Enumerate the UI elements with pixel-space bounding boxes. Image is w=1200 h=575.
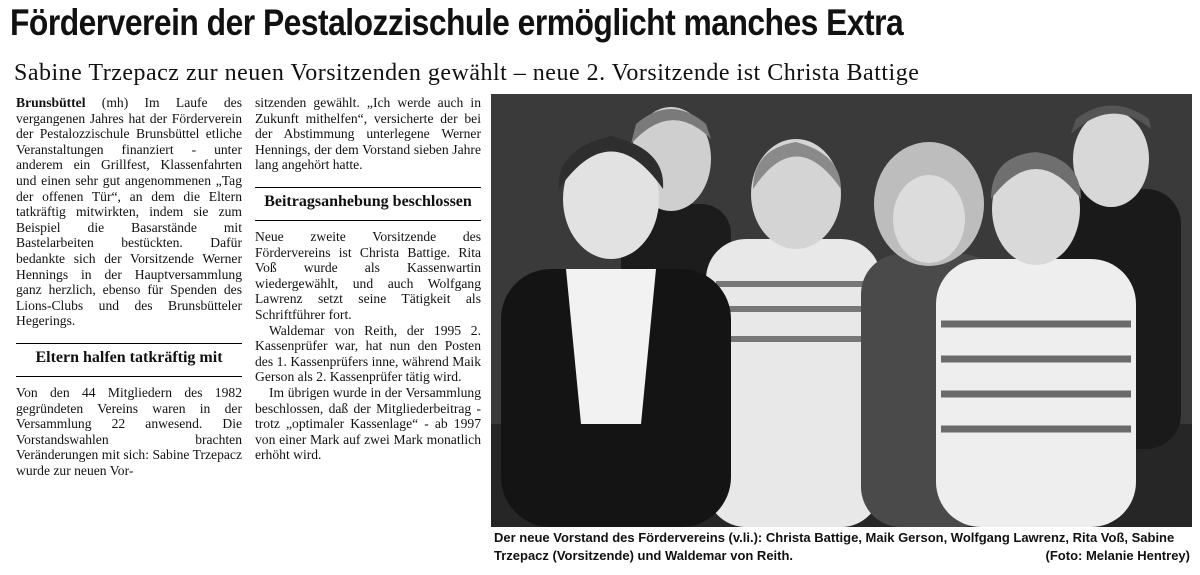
group-photo bbox=[491, 94, 1192, 527]
paragraph-kassenpruefer: Waldemar von Reith, der 1995 2. Kassenprüfer war, hat nun den Posten des 1. Kassenprüfers inne, während Maik Gerson als 2. Kassenprüfer tätig wird. bbox=[255, 322, 481, 385]
crosshead-eltern: Eltern halfen tatkräftig mit bbox=[35, 348, 223, 366]
divider bbox=[16, 343, 242, 344]
crosshead-beitrag: Beitragsanhebung beschlossen bbox=[264, 192, 472, 210]
paragraph-intro-text: (mh) Im Laufe des vergangenen Jahres hat der Förderverein der Pestalozzischule Brunsbüttel etliche Veranstaltungen finanziert - unter anderem ein Grillfest, Klassenfahrten und einen sehr gut angenommenen „Tag der offenen Tür“, an dem die Eltern tatkräftig mitwirkten, indem sie zum Beispiel die Basarstände mit Bastelarbeiten bestückten. Dafür bedankte sich der Vorsitzende Werner Hennings in der Hauptversammlung ganz herzlich, ebenso für Spenden des Lions-Clubs und des Brunsbütteler Hegerings. bbox=[16, 95, 242, 329]
group-photo-illustration bbox=[491, 94, 1192, 527]
subheadline: Sabine Trzepacz zur neuen Vorsitzenden gewählt – neue 2. Vorsitzende ist Christa Battige bbox=[14, 60, 920, 86]
divider bbox=[16, 376, 242, 377]
divider bbox=[255, 187, 481, 188]
paragraph-intro bbox=[16, 95, 242, 329]
divider bbox=[255, 220, 481, 221]
caption-text: Der neue Vorstand des Fördervereins (v.li.): Christa Battige, Maik Gerson, Wolfgang Lawrenz, Rita Voß, Sabine Trzepacz (Vorsitzende) und Waldemar von Reith. bbox=[494, 530, 1175, 563]
paragraph-mitglieder: Von den 44 Mitgliedern des 1982 gegründeten Vereins waren in der Versammlung 22 anwesend. Die Vorstandswahlen brachten Veränderungen mit sich: Sabine Trzepacz wurde zur neuen Vor- bbox=[16, 384, 242, 478]
photo-caption bbox=[494, 529, 1190, 565]
paragraph-vorsitzende: Neue zweite Vorsitzende des Fördervereins ist Christa Battige. Rita Voß wurde als Kassenwartin wiedergewählt, und auch Wolfgang Lawrenz setzt seine Tätigkeit als Schriftführer fort. bbox=[255, 228, 481, 322]
article-column-2 bbox=[255, 95, 481, 463]
paragraph-beitrag: Im übrigen wurde in der Versammlung beschlossen, daß der Mitgliederbeitrag - trotz „optimaler Kassenlage“ - ab 1997 von einer Mark auf zwei Mark monatlich erhöht wird. bbox=[255, 384, 481, 463]
paragraph-continued: sitzenden gewählt. „Ich werde auch in Zukunft mithelfen“, versicherte der bei der Abstimmung unterlegene Werner Hennings, der dem Vorstand sieben Jahre lang angehört hatte. bbox=[255, 95, 481, 173]
photo-credit: (Foto: Melanie Hentrey) bbox=[1045, 548, 1190, 563]
article-column-1 bbox=[16, 95, 242, 478]
headline: Förderverein der Pestalozzischule ermöglicht manches Extra bbox=[10, 2, 904, 43]
dateline: Brunsbüttel bbox=[16, 95, 86, 110]
